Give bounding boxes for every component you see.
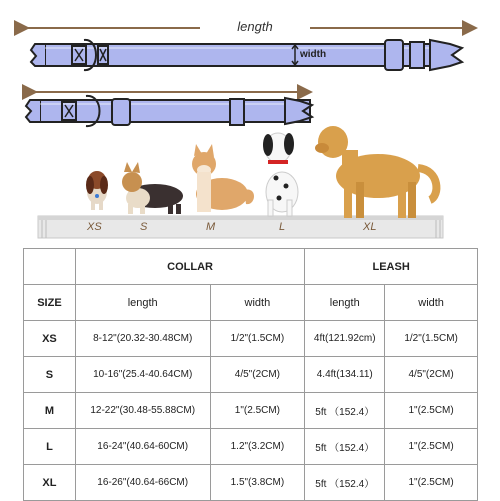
width-label: width	[300, 49, 327, 60]
table-row	[24, 429, 478, 465]
dog-s-corgi	[122, 162, 183, 214]
collar-width-cell: 4/5"(2CM)	[210, 357, 305, 393]
size-cell: M	[24, 393, 76, 429]
size-chart-table	[23, 248, 478, 501]
table-row	[24, 357, 478, 393]
collar-group-header: COLLAR	[75, 249, 304, 285]
collar-length-cell: 10-16"(25.4-40.64CM)	[75, 357, 210, 393]
collar-width-header: width	[210, 285, 305, 321]
table-group-header-row	[24, 249, 478, 285]
leash-width-cell: 1"(2.5CM)	[385, 465, 478, 501]
collar-width-cell: 1"(2.5CM)	[210, 393, 305, 429]
collar-length-cell: 8-12"(20.32-30.48CM)	[75, 321, 210, 357]
collar-width-cell: 1.2"(3.2CM)	[210, 429, 305, 465]
dog-size-label-xl: XL	[363, 221, 377, 233]
dog-xs-beagle	[86, 171, 108, 210]
dog-size-label-xs: XS	[87, 221, 102, 233]
collar-length-cell: 16-24"(40.64-60CM)	[75, 429, 210, 465]
collar-large	[31, 40, 462, 70]
leash-width-cell: 1"(2.5CM)	[385, 393, 478, 429]
dog-size-label-m: M	[206, 221, 216, 233]
size-cell: L	[24, 429, 76, 465]
table-row	[24, 393, 478, 429]
size-cell: S	[24, 357, 76, 393]
collar-length-cell: 16-26"(40.64-66CM)	[75, 465, 210, 501]
illustration-svg	[0, 0, 500, 245]
table-column-header-row	[24, 285, 478, 321]
collar-width-cell: 1/2"(1.5CM)	[210, 321, 305, 357]
dog-m-shiba	[192, 144, 254, 212]
table-row	[24, 321, 478, 357]
dog-l-dalmatian	[263, 133, 298, 216]
size-illustration	[0, 0, 500, 245]
leash-width-cell: 1"(2.5CM)	[385, 429, 478, 465]
size-cell: XL	[24, 465, 76, 501]
dog-size-label-s: S	[140, 221, 148, 233]
table-row	[24, 465, 478, 501]
leash-width-header: width	[385, 285, 478, 321]
table-corner-cell	[24, 249, 76, 285]
dog-size-label-l: L	[279, 221, 286, 233]
collar-length-cell: 12-22"(30.48-55.88CM)	[75, 393, 210, 429]
leash-group-header: LEASH	[305, 249, 478, 285]
size-cell: XS	[24, 321, 76, 357]
leash-length-cell: 5ft （152.4）	[305, 465, 385, 501]
dog-xl-golden-retriever	[315, 126, 436, 218]
leash-length-cell: 5ft （152.4）	[305, 429, 385, 465]
length-label: length	[237, 19, 273, 34]
leash-width-cell: 1/2"(1.5CM)	[385, 321, 478, 357]
leash-length-cell: 4ft(121.92cm)	[305, 321, 385, 357]
leash-length-header: length	[305, 285, 385, 321]
collar-small	[26, 96, 312, 126]
leash-length-cell: 4.4ft(134.11)	[305, 357, 385, 393]
collar-length-header: length	[75, 285, 210, 321]
leash-width-cell: 4/5"(2CM)	[385, 357, 478, 393]
leash-length-cell: 5ft （152.4）	[305, 393, 385, 429]
collar-width-cell: 1.5"(3.8CM)	[210, 465, 305, 501]
size-column-header: SIZE	[24, 285, 76, 321]
